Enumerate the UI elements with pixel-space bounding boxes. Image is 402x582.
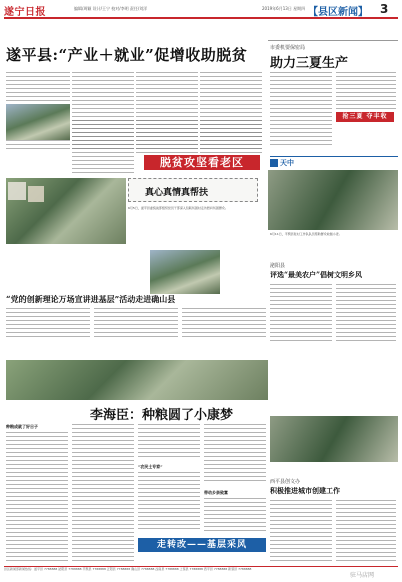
feature-column-4a — [204, 424, 266, 484]
poverty-banner: 脱贫攻坚看老区 — [144, 155, 260, 170]
site-watermark: 驻马店网 — [350, 572, 375, 579]
page-number: 3 — [380, 2, 389, 16]
right-story-column-1 — [270, 72, 332, 146]
party-story-column-1 — [6, 308, 90, 338]
feature-column-1 — [6, 432, 68, 562]
bottom-right-column-1 — [270, 500, 332, 562]
feature-column-3 — [138, 472, 200, 532]
photo-wheat-field — [6, 360, 268, 400]
masthead — [4, 3, 398, 19]
feature-column-3a — [138, 424, 200, 460]
tianzhong-stamp: 天中 — [280, 158, 294, 167]
bottom-right-headline: 积极推进城市创建工作 — [270, 486, 340, 495]
editor-credits: 编辑/周颖 设计/王宁 校对/李明 责任/刘洋 — [74, 6, 148, 11]
middle-right-headline: 评选“最美农户”倡树文明乡风 — [270, 270, 363, 279]
middle-right-kicker: 泌阳县 — [270, 263, 286, 269]
photo-box-2 — [28, 186, 44, 202]
feature-headline: 李海臣：种粮圆了小康梦 — [90, 408, 234, 423]
feature-photo-caption — [6, 342, 268, 358]
party-headline: “党的创新理论万场宣讲进基层”活动走进确山县 — [6, 294, 176, 304]
section-title: 【县区新闻】 — [308, 7, 368, 18]
tianzhong-header — [270, 156, 398, 166]
feature-subhead-1: 种粮成就了好日子 — [6, 424, 38, 429]
middle-right-column-1 — [270, 284, 332, 344]
main-story-column-6 — [136, 120, 198, 156]
column-divider — [268, 40, 398, 41]
main-story-photo — [6, 104, 70, 140]
photo-box-1 — [8, 182, 26, 200]
party-story-column-2 — [94, 308, 178, 338]
photo-city-cleanup — [270, 416, 398, 462]
main-story-column-7 — [200, 120, 262, 156]
strip-title-box — [128, 178, 258, 202]
strip-caption-right: 6月11日，平舆县驻村工作队队员帮助群众收割小麦。 — [270, 232, 342, 236]
cleanup-caption — [270, 464, 398, 474]
photo-meeting — [150, 250, 220, 294]
feature-column-4 — [204, 498, 266, 532]
strip-caption-left: 6月5日，遂平县委统战部组织党员干部深入包联贫困村走访慰问贫困群众。 — [128, 206, 228, 210]
main-headline: 遂平县:“产业＋就业”促增收助脱贫 — [6, 46, 248, 64]
main-story-column-5 — [72, 120, 134, 176]
footer-hotlines: 县区新闻部新闻热线：遂平县 7788888 泌阳县 7788888 平舆县 7788888 正阳县 7788888 确山县 7788888 汝南县 7788888 上蔡县 7788888 西平县 7788888 新蔡县 7788888 — [4, 566, 398, 578]
grassroots-banner: 走转改——基层采风 — [138, 538, 266, 552]
photo-field-work — [268, 170, 398, 230]
newspaper-logo: 遂宁日报 — [4, 7, 46, 18]
harvest-tag: 抢三夏 夺丰收 — [336, 112, 394, 122]
issue-date: 2019年6月13日 星期四 — [262, 6, 306, 11]
right-kicker: 市委机要保密局 — [270, 45, 306, 51]
feature-column-2 — [72, 424, 134, 562]
right-story-column-2 — [336, 72, 396, 112]
party-story-column-3 — [182, 308, 266, 338]
bottom-right-kicker: 西平县创文办 — [270, 479, 301, 485]
tianzhong-icon — [270, 159, 278, 167]
bottom-right-column-2 — [336, 500, 396, 562]
feature-subhead-2: “农民土专家” — [138, 464, 163, 469]
right-headline: 助力三夏生产 — [270, 56, 349, 71]
middle-right-column-2 — [336, 284, 396, 344]
feature-subhead-3: 带动乡亲致富 — [204, 490, 228, 495]
strip-title: 真心真情真帮扶 — [145, 188, 209, 198]
